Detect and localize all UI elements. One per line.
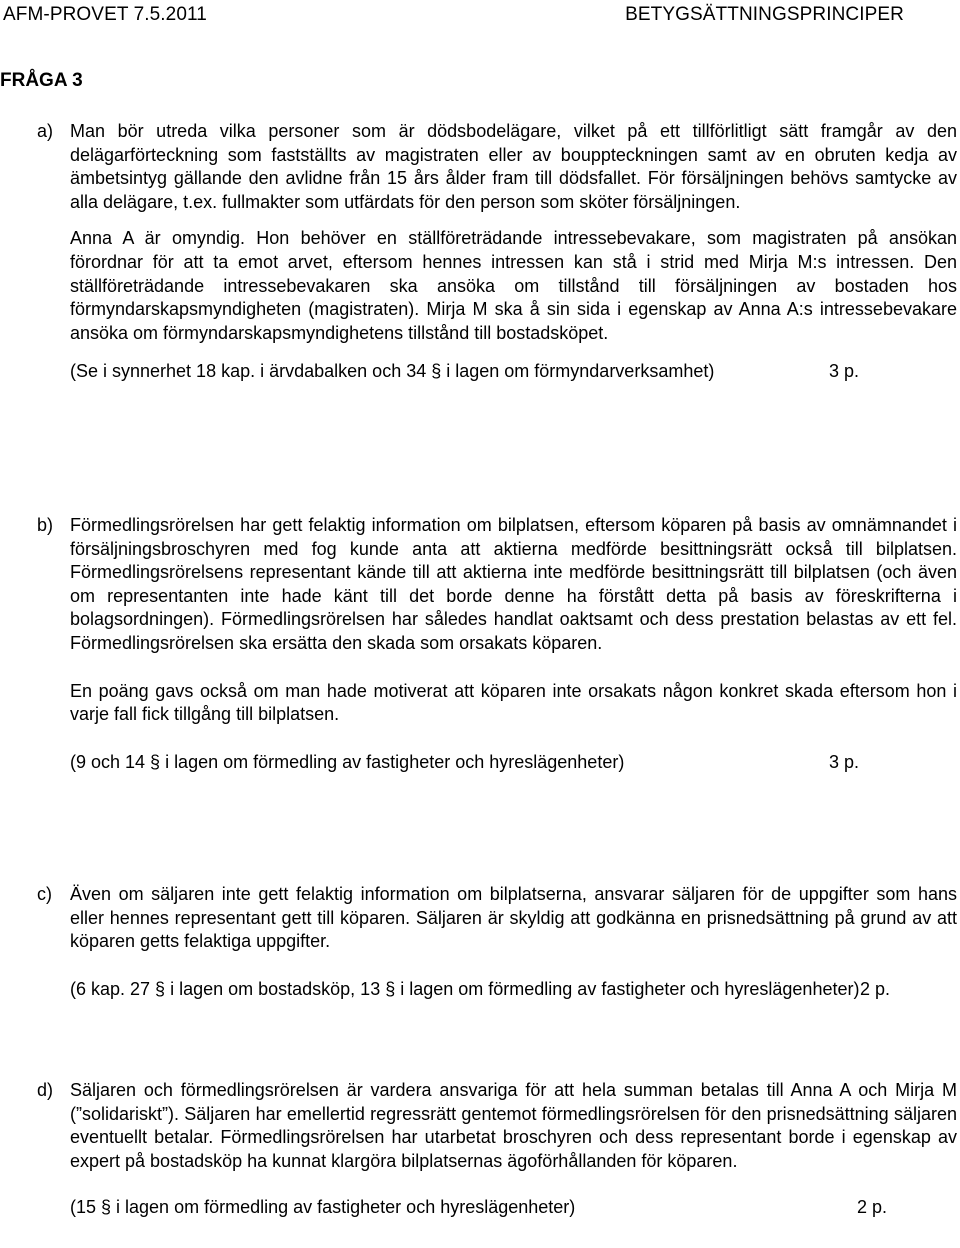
points: 3 p. xyxy=(829,361,860,382)
section-body xyxy=(70,1079,957,1220)
document-type: BETYGSÄTTNINGSPRINCIPER xyxy=(625,4,904,25)
section-label: c) xyxy=(37,884,52,904)
reference-text: (6 kap. 27 § i lagen om bostadsköp, 13 § i lagen om förmedling av fastigheter och hyreslägenheter) xyxy=(70,978,860,999)
section-body xyxy=(70,514,957,775)
page-header xyxy=(0,4,960,28)
legal-reference xyxy=(70,751,957,775)
section-label: a) xyxy=(37,121,54,141)
reference-text: (Se i synnerhet 18 kap. i ärvdabalken och 34 § i lagen om förmyndarverksamhet) xyxy=(70,361,715,382)
section-label: b) xyxy=(37,515,54,535)
points: 3 p. xyxy=(829,751,860,772)
reference-text: (9 och 14 § i lagen om förmedling av fastigheter och hyreslägenheter) xyxy=(70,751,625,772)
paragraph: Anna A är omyndig. Hon behöver en ställföreträdande intressebevakare, som magistraten på ansökan förordnar för att ta emot arvet, eftersom hennes intressen kan stå i strid med Mirja M:s intressen. Den ställföreträdande intressebevakaren ska ansöka om tillstånd till försäljningen av bostaden hos förmyndarskapsmyndigheten (magistraten). Mirja M ska å sin sida i egenskap av Anna A:s intressebevakare ansöka om förmyndarskapsmyndighetens tillstånd till bostadsköpet. xyxy=(70,228,957,343)
legal-reference xyxy=(70,1196,957,1220)
paragraph: Säljaren och förmedlingsrörelsen är vardera ansvariga för att hela summan betalas till Anna A och Mirja M (”solidariskt”). Säljaren har emellertid regressrätt gentemot förmedlingsrörelsen för den prisnedsättning säljaren eventuellt betalar. Förmedlingsrörelsen har utarbetat broschyren och dess representant borde i egenskap av expert på bostadsköp ha kunnat klargöra bilplatsernas ägoförhållanden för köparen. xyxy=(70,1080,957,1171)
points: 2 p. xyxy=(859,978,890,999)
section-body xyxy=(70,883,957,1001)
paragraph: Man bör utreda vilka personer som är dödsbodelägare, vilket på ett tillförlitligt sätt framgår av den delägarförteckning som fastställts av magistraten eller av bouppteckningen samt av en obruten kedja av ämbetsintyg gällande den avlidne från 15 års ålder fram till dödsfallet. För försäljningen behövs samtycke av alla delägare, t.ex. fullmakter som utfärdats för den person som sköter försäljningen. xyxy=(70,121,957,212)
paragraph: Förmedlingsrörelsen har gett felaktig information om bilplatsen, eftersom köparen på basis av omnämnandet i försäljningsbroschyren med fog kunde anta att aktierna medförde besittningsrätt också till bilplatsen. Förmedlingsrörelsens representant kände till att aktierna inte medförde besittningsrätt till bilplatsen (och även om representanten inte hade känt till det borde denne ha förstått detta på basis av föreskrifterna i bolagsordningen). Förmedlingsrörelsen har således handlat oaktsamt och dess prestation belastas av ett fel. Förmedlingsrörelsen ska ersätta den skada som orsakats köparen. xyxy=(70,515,957,653)
exam-name: AFM-PROVET 7.5.2011 xyxy=(3,4,207,25)
section-label: d) xyxy=(37,1080,54,1100)
paragraph: Även om säljaren inte gett felaktig information om bilplatserna, ansvarar säljaren för de uppgifter som hans eller hennes representant gett till köparen. Säljaren är skyldig att godkänna en prisnedsättning på grund av att köparen getts felaktiga uppgifter. xyxy=(70,884,957,952)
question-title: FRÅGA 3 xyxy=(0,70,83,91)
legal-reference xyxy=(70,360,957,384)
points: 2 p. xyxy=(857,1197,888,1218)
reference-text: (15 § i lagen om förmedling av fastigheter och hyreslägenheter) xyxy=(70,1197,576,1218)
legal-reference xyxy=(70,978,957,1002)
section-body xyxy=(70,120,957,384)
paragraph: En poäng gavs också om man hade motiverat att köparen inte orsakats någon konkret skada eftersom hon i varje fall fick tillgång till bilplatsen. xyxy=(70,680,957,725)
